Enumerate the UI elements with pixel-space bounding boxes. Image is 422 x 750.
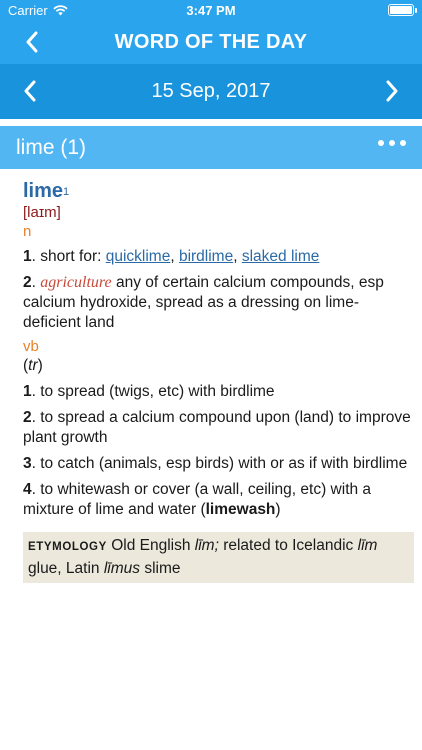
entry-title: lime (1) <box>16 135 87 159</box>
etymology-text: glue, Latin <box>28 560 104 577</box>
sense-number: 1 <box>23 248 32 265</box>
sense-number: 2 <box>23 274 32 291</box>
sense-number: 3 <box>23 455 32 472</box>
page-title: WORD OF THE DAY <box>114 30 308 53</box>
entry-header <box>0 126 422 169</box>
etymology-label: ETYMOLOGY <box>28 541 107 553</box>
ellipsis-icon <box>400 140 406 146</box>
etymology-word: līmus <box>103 560 141 577</box>
top-bar <box>0 0 422 64</box>
sense-number: 4 <box>23 481 32 498</box>
next-day-button[interactable] <box>378 77 406 105</box>
domain-label: agriculture <box>40 274 112 291</box>
nav-bar <box>0 20 422 64</box>
battery-icon <box>388 4 414 16</box>
link-slaked-lime[interactable]: slaked lime <box>241 248 320 265</box>
etymology-word: līm <box>357 537 378 554</box>
bold-term: limewash <box>205 501 276 518</box>
homograph-number: 1 <box>63 186 70 198</box>
sense-text-end: ) <box>275 501 281 518</box>
date-bar <box>0 64 422 119</box>
etymology-text: Old English <box>106 537 195 554</box>
ellipsis-icon <box>389 140 395 146</box>
entry-body <box>0 169 422 520</box>
sense-text: to catch (animals, esp birds) with or as if with birdlime <box>40 455 408 472</box>
pronunciation: [laɪm] <box>23 204 61 221</box>
verb-sense-1: 1. to spread (twigs, etc) with birdlime <box>23 383 275 400</box>
separator: , <box>170 248 179 265</box>
verb-sense-2: 2. to spread a calcium compound upon (land) to improve plant growth <box>23 409 411 446</box>
headword <box>23 179 414 203</box>
date-label: 15 Sep, 2017 <box>151 80 271 102</box>
link-quicklime[interactable]: quicklime <box>105 248 171 265</box>
chevron-right-icon <box>385 80 399 102</box>
ellipsis-icon <box>378 140 384 146</box>
sense-text: to spread a calcium compound upon (land) to improve plant growth <box>23 409 411 446</box>
back-button[interactable] <box>18 28 46 56</box>
headword-text: lime <box>23 180 64 202</box>
chevron-left-icon <box>23 80 37 102</box>
sense-text: to whitewash or cover (a wall, ceiling, etc) with a mixture of lime and water ( <box>23 481 372 518</box>
sense-text: short for: <box>40 248 106 265</box>
carrier-label: Carrier <box>8 3 48 18</box>
link-birdlime[interactable]: birdlime <box>178 248 234 265</box>
noun-sense-1: 1. short for: quicklime, birdlime, slaked lime <box>23 248 320 265</box>
sense-number: 1 <box>23 383 32 400</box>
etymology-text: slime <box>140 560 181 577</box>
sense-text: any of certain calcium compounds, esp calcium hydroxide, spread as a dressing on lime-deficient land <box>23 274 384 331</box>
spacer <box>0 119 422 126</box>
sense-number: 2 <box>23 409 32 426</box>
status-time: 3:47 PM <box>186 3 236 18</box>
grammar-code: tr <box>28 357 38 374</box>
part-of-speech-verb: vb <box>23 338 39 355</box>
etymology-word: līm; <box>194 537 219 554</box>
verb-sense-4: 4. to whitewash or cover (a wall, ceiling, etc) with a mixture of lime and water (limewash) <box>23 481 372 518</box>
grammar-note: (tr) <box>23 357 43 374</box>
etymology-text: related to Icelandic <box>218 537 358 554</box>
previous-day-button[interactable] <box>16 77 44 105</box>
chevron-left-icon <box>25 31 39 53</box>
etymology-box <box>23 532 414 583</box>
more-options-button[interactable] <box>378 140 406 146</box>
verb-sense-3: 3. to catch (animals, esp birds) with or as if with birdlime <box>23 455 408 472</box>
noun-sense-2: 2. agriculture any of certain calcium compounds, esp calcium hydroxide, spread as a dressing on lime-deficient land <box>23 274 384 331</box>
sense-text: to spread (twigs, etc) with birdlime <box>40 383 275 400</box>
separator: , <box>233 248 242 265</box>
status-bar <box>0 0 422 20</box>
part-of-speech-noun: n <box>23 223 32 240</box>
